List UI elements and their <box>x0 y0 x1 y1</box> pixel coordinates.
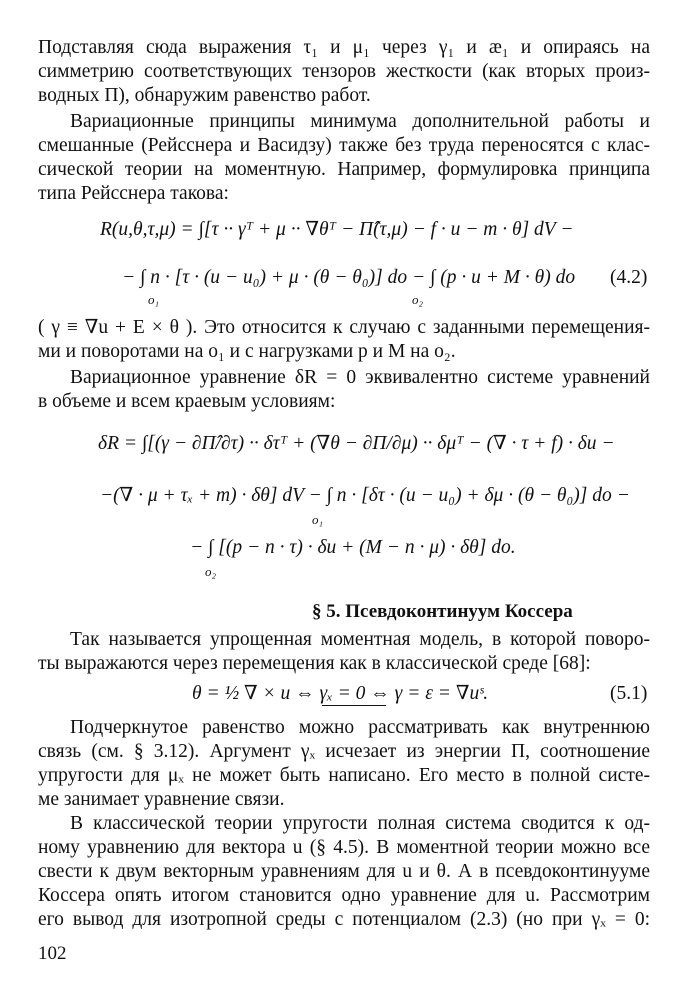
p6-line-2: связь (см. § 3.12). Аргумент γₓ исчезает из энергии Π, соотношение <box>38 741 650 762</box>
section-heading: § 5. Псевдоконтинуум Коссера <box>312 601 573 622</box>
equation-4-2-subscript-o2: o₂ <box>412 292 424 307</box>
p2-line-3: сической теории на моментную. Например, формулировка принципа <box>38 159 650 180</box>
p3-line-1: ( γ ≡ ∇u + E × θ ). Это относится к случаю с заданными перемещения- <box>38 317 650 338</box>
equation-4-2-line-2: − ∫ n · [τ · (u − u₀) + μ · (θ − θ₀)] do − ∫ (p · u + M · θ) do <box>122 267 576 288</box>
underline-constraint <box>322 705 386 706</box>
p6-line-1: Подчеркнутое равенство можно рассматривать как внутреннюю <box>70 717 650 738</box>
equation-4-2-line-1: R(u,θ,τ,μ) = ∫[τ ·· γᵀ + μ ·· ∇θᵀ − Π̂(τ,μ) − f · u − m · θ] dV − <box>100 219 574 240</box>
p1-line-3: водных Π), обнаружим равенство работ. <box>38 85 371 106</box>
p7-line-2: ному уравнению для вектора u (§ 4.5). В моментной теории можно все <box>38 837 650 858</box>
p7-line-5: его вывод для изотропной среды с потенциалом (2.3) (но при γₓ = 0: <box>38 909 650 930</box>
p6-line-4: ме занимает уравнение связи. <box>38 789 285 810</box>
p2-line-1: Вариационные принципы минимума дополнительной работы и <box>70 111 650 132</box>
p1-line-2: симметрию соответствующих тензоров жесткости (как вторых произ- <box>38 61 650 82</box>
p5-line-2: ты выражаются через перемещения как в классической среде [68]: <box>38 653 591 674</box>
variational-subscript-o1: o₁ <box>312 512 324 527</box>
p5-line-1: Так называется упрощенная моментная модель, в которой поворо- <box>70 629 650 650</box>
p3-line-2: ми и поворотами на o₁ и с нагрузками p и M на o₂. <box>38 341 456 362</box>
p7-line-1: В классической теории упругости полная система сводится к од- <box>70 813 650 834</box>
p2-line-4: типа Рейсснера такова: <box>38 183 229 204</box>
page-number: 102 <box>38 943 67 964</box>
equation-5-1-number: (5.1) <box>610 683 648 704</box>
variational-equation-line-2: −(∇ · μ + τₓ + m) · δθ] dV − ∫ n · [δτ · (u − u₀) + δμ · (θ − θ₀)] do − <box>100 485 630 506</box>
p1-line-1: Подставляя сюда выражения τ₁ и μ₁ через γ₁ и æ₁ и опираясь на <box>38 37 650 58</box>
equation-5-1: θ = ½ ∇ × u ⇔ γₓ = 0 ⇔ γ = ε = ∇uˢ. <box>192 683 489 704</box>
equation-4-2-subscript-o1: o₁ <box>148 292 160 307</box>
variational-equation-line-1: δR = ∫[(γ − ∂Π̂/∂τ) ·· δτᵀ + (∇θ − ∂Π/∂μ) ·· δμᵀ − (∇ · τ + f) · δu − <box>98 433 615 454</box>
p7-line-4: Коссера опять итогом становится одно уравнение для u. Рассмотрим <box>38 885 650 906</box>
variational-subscript-o2: o₂ <box>205 564 217 579</box>
p2-line-2: смешанные (Рейсснера и Васидзу) также без труда переносятся с клас- <box>38 135 650 156</box>
variational-equation-line-3: − ∫ [(p − n · τ) · δu + (M − n · μ) · δθ] do. <box>190 537 516 558</box>
p7-line-3: свести к двум векторным уравнениям для u и θ. А в псевдоконтинууме <box>38 861 650 882</box>
p6-line-3: упругости для μₓ не может быть написано. Его место в полной систе- <box>38 765 650 786</box>
p4-line-1: Вариационное уравнение δR = 0 эквивалентно системе уравнений <box>70 367 650 388</box>
p4-line-2: в объеме и всем краевым условиям: <box>38 391 336 412</box>
equation-4-2-number: (4.2) <box>610 267 648 288</box>
